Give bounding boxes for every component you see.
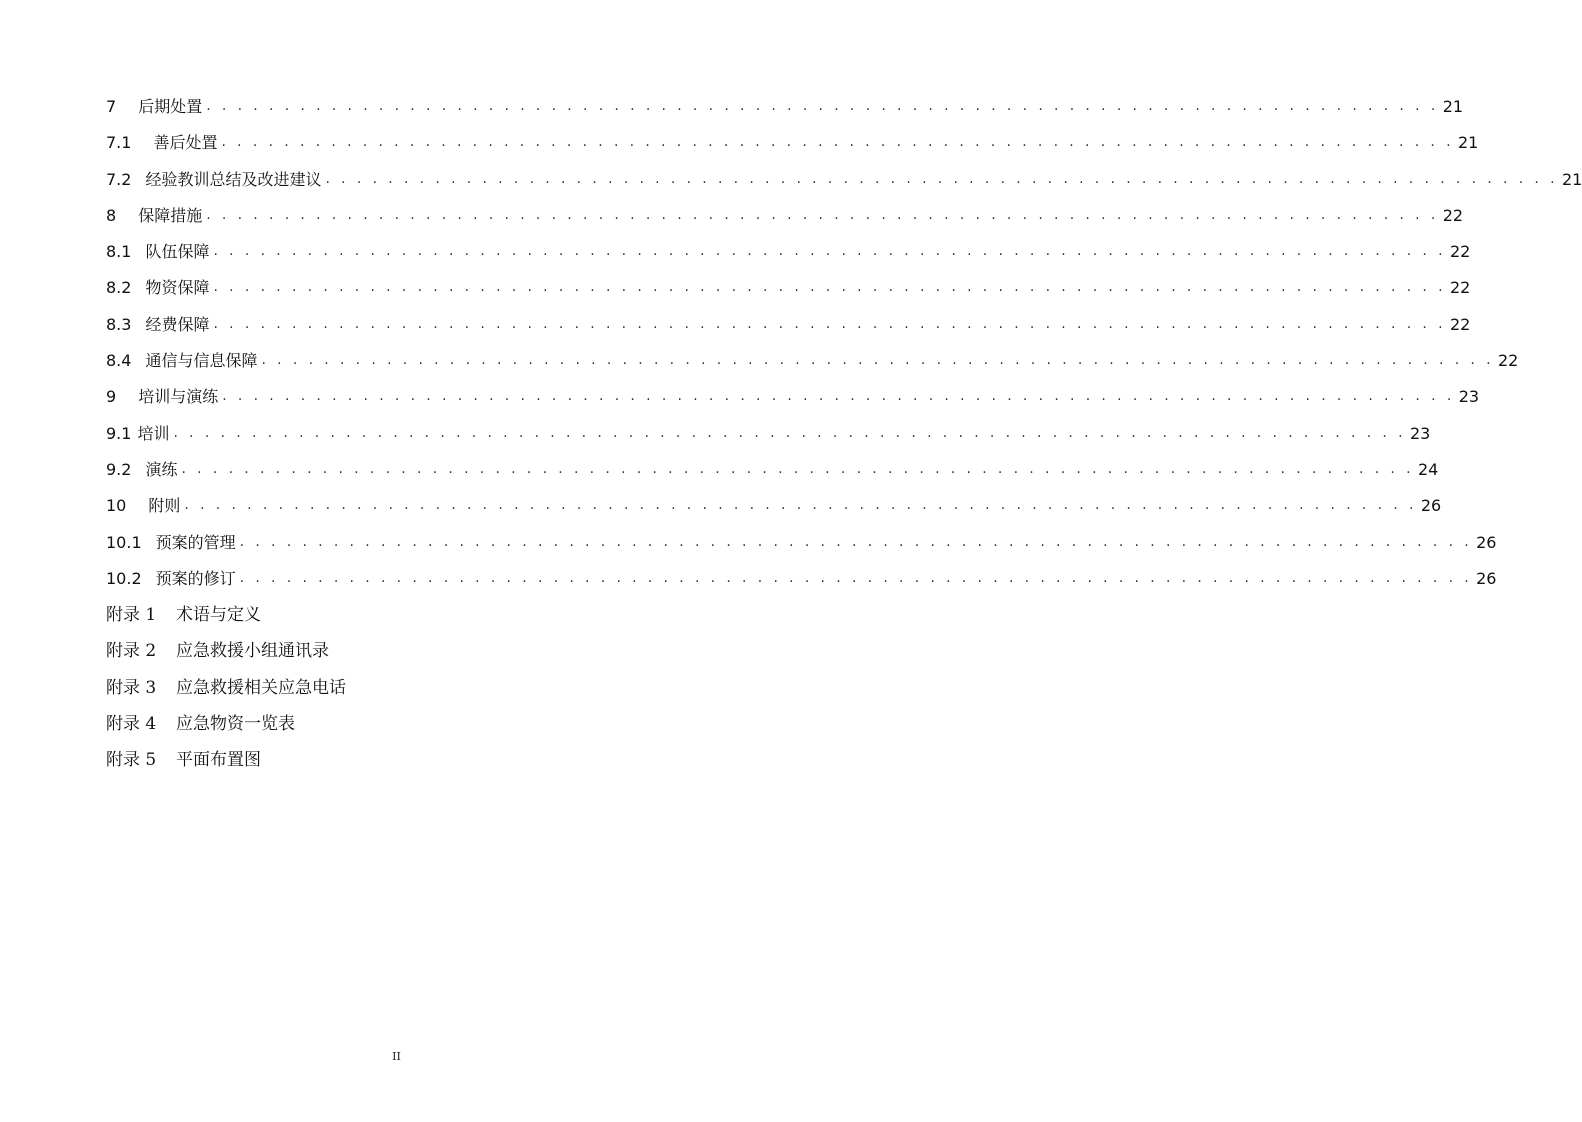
appendix-title: 术语与定义 xyxy=(176,605,261,626)
dot-leader: . . . . . . . . . . . . . . . . . . . . . . . . . . . . . . . . . . . . . . . . . . . . . . . . . . . . . . . . . . . . . . . . . . . . . . . . . . . . . . . xyxy=(221,134,1454,151)
toc-entry-number: 7 xyxy=(106,97,117,116)
toc-entry[interactable] xyxy=(106,307,1471,343)
appendix-entry[interactable] xyxy=(106,742,688,778)
toc-entry-page: 21 xyxy=(1442,97,1464,116)
toc-entry-page: 26 xyxy=(1476,568,1497,588)
toc-entry-page: 21 xyxy=(1457,133,1479,153)
toc-entry-number: 8.4 xyxy=(106,351,132,371)
toc-entry-number: 9 xyxy=(106,387,117,407)
toc-entry-title: 队伍保障 xyxy=(145,242,210,262)
appendix-list xyxy=(106,597,688,778)
dot-leader: . . . . . . . . . . . . . . . . . . . . . . . . . . . . . . . . . . . . . . . . . . . . . . . . . . . . . . . . . . . . . . . . . . . . . . . . . . . . . . . xyxy=(325,170,1558,187)
toc-entry-title: 培训与演练 xyxy=(138,387,219,407)
toc-entry-number: 7.2 xyxy=(106,169,132,189)
toc-entry-number: 8.2 xyxy=(106,278,132,298)
toc-entry-title: 保障措施 xyxy=(138,205,203,225)
toc-entry-number: 8.1 xyxy=(106,242,132,262)
toc-entry[interactable] xyxy=(106,198,1464,234)
appendix-entry[interactable] xyxy=(106,633,688,669)
toc-entry-page: 21 xyxy=(1561,169,1582,189)
toc-entry[interactable] xyxy=(106,561,1497,597)
toc-entry-page: 22 xyxy=(1442,205,1464,225)
toc-entry-title: 培训 xyxy=(137,423,170,443)
toc-entry-number: 8.3 xyxy=(106,314,132,334)
toc-entry-page: 22 xyxy=(1449,278,1471,298)
toc-entry-number: 7.1 xyxy=(106,133,132,153)
toc-entry-title: 预案的管理 xyxy=(155,532,236,552)
toc-entry[interactable] xyxy=(106,525,1497,561)
appendix-label: 附录 3 xyxy=(106,677,157,698)
toc-entry-title: 附则 xyxy=(148,496,181,516)
dot-leader: . . . . . . . . . . . . . . . . . . . . . . . . . . . . . . . . . . . . . . . . . . . . . . . . . . . . . . . . . . . . . . . . . . . . . . . . . . . . . . . xyxy=(213,243,1446,260)
dot-leader: . . . . . . . . . . . . . . . . . . . . . . . . . . . . . . . . . . . . . . . . . . . . . . . . . . . . . . . . . . . . . . . . . . . . . . . . . . . . . . . xyxy=(206,206,1439,223)
appendix-label: 附录 1 xyxy=(106,605,157,626)
toc-entry[interactable] xyxy=(106,379,1480,415)
toc-entry-number: 9.2 xyxy=(106,459,132,479)
toc-entry[interactable] xyxy=(106,89,1464,125)
toc-entry-title: 经验教训总结及改进建议 xyxy=(145,169,322,189)
toc-entry-number: 10.2 xyxy=(106,568,142,588)
toc-entry-number: 10 xyxy=(106,496,127,516)
appendix-entry[interactable] xyxy=(106,597,688,633)
appendix-label: 附录 5 xyxy=(106,750,157,771)
table-of-contents xyxy=(106,89,1582,779)
dot-leader: . . . . . . . . . . . . . . . . . . . . . . . . . . . . . . . . . . . . . . . . . . . . . . . . . . . . . . . . . . . . . . . . . . . . . . . . . . . . . . . xyxy=(239,569,1473,586)
appendix-title: 应急救援小组通讯录 xyxy=(176,641,329,662)
toc-entry-title: 物资保障 xyxy=(145,278,210,298)
toc-entry-title: 后期处置 xyxy=(138,97,203,116)
toc-entry-title: 善后处置 xyxy=(153,133,218,153)
dot-leader: . . . . . . . . . . . . . . . . . . . . . . . . . . . . . . . . . . . . . . . . . . . . . . . . . . . . . . . . . . . . . . . . . . . . . . . . . . . . . . . xyxy=(173,424,1406,441)
appendix-label: 附录 4 xyxy=(106,714,157,735)
toc-entry[interactable] xyxy=(106,343,1519,379)
toc-entry-number: 10.1 xyxy=(106,532,142,552)
appendix-title: 平面布置图 xyxy=(176,750,261,771)
dot-leader: . . . . . . . . . . . . . . . . . . . . . . . . . . . . . . . . . . . . . . . . . . . . . . . . . . . . . . . . . . . . . . . . . . . . . . . . . . . . . . . xyxy=(213,279,1446,296)
page-number: II xyxy=(392,1050,401,1063)
toc-entry-page: 22 xyxy=(1449,242,1471,262)
toc-entry[interactable] xyxy=(106,452,1439,488)
toc-entry-title: 预案的修订 xyxy=(155,568,236,588)
toc-entry-page: 23 xyxy=(1458,387,1480,407)
toc-entry-page: 26 xyxy=(1420,496,1442,516)
toc-entry[interactable] xyxy=(106,488,1442,524)
dot-leader: . . . . . . . . . . . . . . . . . . . . . . . . . . . . . . . . . . . . . . . . . . . . . . . . . . . . . . . . . . . . . . . . . . . . . . . . . . . . . . . xyxy=(206,98,1439,114)
dot-leader: . . . . . . . . . . . . . . . . . . . . . . . . . . . . . . . . . . . . . . . . . . . . . . . . . . . . . . . . . . . . . . . . . . . . . . . . . . . . . . . xyxy=(239,533,1473,550)
toc-entry-page: 23 xyxy=(1409,423,1431,443)
toc-entry-title: 经费保障 xyxy=(145,314,210,334)
toc-entry[interactable] xyxy=(106,162,1582,198)
appendix-entry[interactable] xyxy=(106,670,688,706)
dot-leader: . . . . . . . . . . . . . . . . . . . . . . . . . . . . . . . . . . . . . . . . . . . . . . . . . . . . . . . . . . . . . . . . . . . . . . . . . . . . . . . xyxy=(213,315,1446,332)
appendix-title: 应急救援相关应急电话 xyxy=(176,677,346,698)
dot-leader: . . . . . . . . . . . . . . . . . . . . . . . . . . . . . . . . . . . . . . . . . . . . . . . . . . . . . . . . . . . . . . . . . . . . . . . . . . . . . . . xyxy=(261,352,1494,369)
dot-leader: . . . . . . . . . . . . . . . . . . . . . . . . . . . . . . . . . . . . . . . . . . . . . . . . . . . . . . . . . . . . . . . . . . . . . . . . . . . . . . . xyxy=(181,460,1414,477)
appendix-label: 附录 2 xyxy=(106,641,157,662)
toc-list xyxy=(106,89,1582,597)
toc-entry-page: 24 xyxy=(1417,459,1439,479)
toc-entry-page: 22 xyxy=(1449,314,1471,334)
dot-leader: . . . . . . . . . . . . . . . . . . . . . . . . . . . . . . . . . . . . . . . . . . . . . . . . . . . . . . . . . . . . . . . . . . . . . . . . . . . . . . . xyxy=(222,388,1455,405)
toc-entry[interactable] xyxy=(106,125,1479,161)
toc-entry-page: 26 xyxy=(1476,532,1497,552)
appendix-title: 应急物资一览表 xyxy=(176,714,295,735)
toc-entry-page: 22 xyxy=(1497,351,1519,371)
toc-entry-number: 8 xyxy=(106,205,117,225)
toc-entry-number: 9.1 xyxy=(106,423,132,443)
toc-entry[interactable] xyxy=(106,416,1431,452)
toc-entry[interactable] xyxy=(106,270,1471,306)
toc-entry[interactable] xyxy=(106,234,1471,270)
dot-leader: . . . . . . . . . . . . . . . . . . . . . . . . . . . . . . . . . . . . . . . . . . . . . . . . . . . . . . . . . . . . . . . . . . . . . . . . . . . . . . . xyxy=(184,497,1417,514)
appendix-entry[interactable] xyxy=(106,706,688,742)
toc-entry-title: 通信与信息保障 xyxy=(145,351,258,371)
toc-entry-title: 演练 xyxy=(145,459,178,479)
